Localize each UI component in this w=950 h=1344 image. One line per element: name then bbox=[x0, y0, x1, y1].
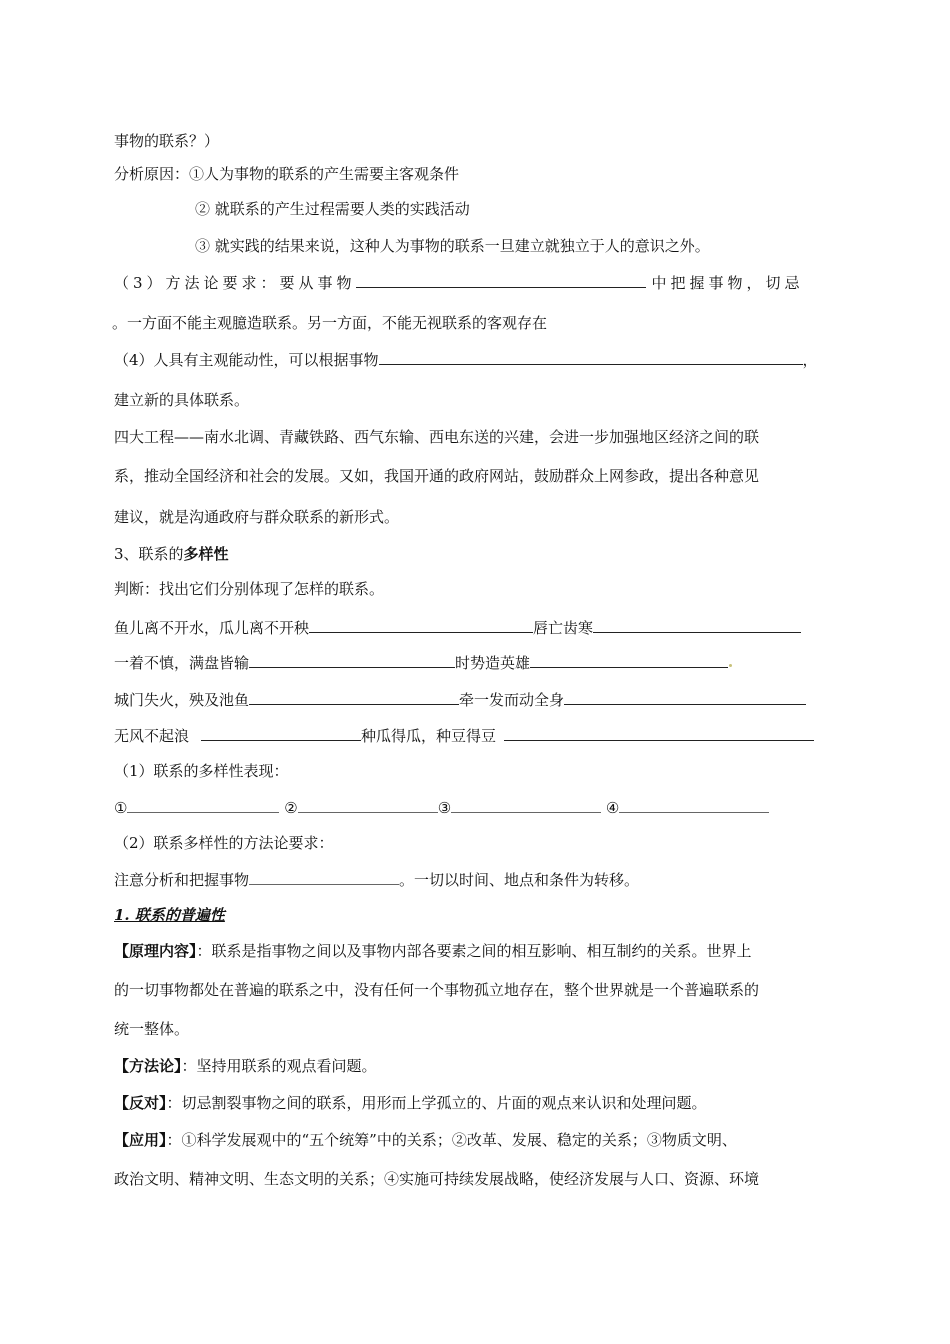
prompt-text: 注意分析和把握事物 bbox=[114, 871, 250, 889]
item-number: ② bbox=[284, 799, 298, 817]
prompt-text: （4）人具有主观能动性，可以根据事物 bbox=[114, 351, 379, 369]
text-line: 政治文明、精神文明、生态文明的关系；④实施可持续发展战略，使经济发展与人口、资源、环境 bbox=[114, 1170, 760, 1188]
prompt-text: 。一切以时间、地点和条件为转移。 bbox=[399, 871, 640, 889]
body-text: ：切忌割裂事物之间的联系，用形而上学孤立的、片面的观点来认识和处理问题。 bbox=[166, 1094, 707, 1112]
idiom: 时势造英雄 bbox=[455, 654, 531, 672]
answer-blank[interactable] bbox=[298, 796, 438, 813]
text-line: 建立新的具体联系。 bbox=[114, 391, 250, 409]
text-line: 四大工程——南水北调、青藏铁路、西气东输、西电东送的兴建，会进一步加强地区经济之间的联 bbox=[114, 428, 760, 446]
item-number: ① bbox=[114, 799, 128, 817]
idiom: 种瓜得瓜，种豆得豆 bbox=[361, 727, 497, 745]
text-line bbox=[114, 1093, 707, 1113]
answer-blank[interactable] bbox=[593, 616, 801, 633]
idiom: 牵一发而动全身 bbox=[459, 691, 565, 709]
text-line: ③ 就实践的结果来说，这种人为事物的联系一旦建立就独立于人的意识之外。 bbox=[195, 237, 710, 255]
text-line: 的一切事物都处在普遍的联系之中，没有任何一个事物孤立地存在，整个世界就是一个普遍联系的 bbox=[114, 981, 760, 999]
answer-blank[interactable] bbox=[249, 688, 459, 705]
text-line: 建议，就是沟通政府与群众联系的新形式。 bbox=[114, 508, 400, 526]
text-line bbox=[114, 616, 801, 638]
text-line: （2）联系多样性的方法论要求： bbox=[114, 834, 334, 852]
body-text: ：①科学发展观中的“五个统筹”中的关系；②改革、发展、稳定的关系；③物质文明、 bbox=[166, 1131, 737, 1149]
text-line: ② 就联系的产生过程需要人类的实践活动 bbox=[195, 200, 470, 218]
section-heading: 1. 联系的普遍性 bbox=[114, 906, 225, 924]
answer-blank[interactable] bbox=[249, 651, 455, 668]
text-line bbox=[114, 868, 639, 890]
text-line bbox=[114, 651, 733, 673]
answer-blank[interactable] bbox=[249, 868, 399, 885]
heading-keyword: 多样性 bbox=[183, 545, 229, 563]
label-methodology: 【方法论】 bbox=[114, 1057, 182, 1075]
answer-blank[interactable] bbox=[504, 724, 814, 741]
body-text: ：坚持用联系的观点看问题。 bbox=[181, 1057, 377, 1075]
text-line bbox=[114, 724, 814, 746]
answer-blank[interactable] bbox=[619, 796, 769, 813]
idiom: 唇亡齿寒 bbox=[533, 619, 594, 637]
text-line bbox=[114, 348, 818, 370]
answer-blank[interactable] bbox=[530, 651, 728, 668]
label-oppose: 【反对】 bbox=[114, 1094, 167, 1112]
heading-prefix: 3、联系的 bbox=[114, 545, 184, 563]
answer-blank[interactable] bbox=[356, 271, 646, 288]
section-heading bbox=[114, 544, 229, 564]
text-line bbox=[114, 688, 806, 710]
prompt-text: （3）方法论要求：要从事物 bbox=[114, 274, 356, 292]
prompt-text: ， bbox=[802, 351, 818, 369]
answer-blank[interactable] bbox=[451, 796, 601, 813]
answer-blank[interactable] bbox=[127, 796, 279, 813]
label-principle: 【原理内容】 bbox=[114, 942, 197, 960]
text-line bbox=[114, 941, 752, 961]
idiom: 城门失火，殃及池鱼 bbox=[114, 691, 250, 709]
text-line bbox=[114, 271, 804, 293]
text-line: 事物的联系？） bbox=[114, 132, 220, 150]
prompt-text: 中把握事物，切忌 bbox=[651, 274, 804, 292]
text-line bbox=[114, 796, 769, 818]
item-number: ④ bbox=[605, 799, 620, 817]
answer-blank[interactable] bbox=[379, 348, 803, 365]
text-line: 系，推动全国经济和社会的发展。又如，我国开通的政府网站，鼓励群众上网参政，提出各种意见 bbox=[114, 467, 760, 485]
text-line bbox=[114, 1056, 377, 1076]
idiom: 无风不起浪 bbox=[114, 727, 190, 745]
text-line: 统一整体。 bbox=[114, 1020, 190, 1038]
idiom: 鱼儿离不开水，瓜儿离不开秧 bbox=[114, 619, 310, 637]
text-line bbox=[114, 1130, 737, 1150]
text-line: 分析原因：①人为事物的联系的产生需要主客观条件 bbox=[114, 165, 460, 183]
label-application: 【应用】 bbox=[114, 1131, 167, 1149]
text-line: （1）联系的多样性表现： bbox=[114, 762, 289, 780]
text-line: 判断：找出它们分别体现了怎样的联系。 bbox=[114, 580, 385, 598]
text-line: 。一方面不能主观臆造联系。另一方面，不能无视联系的客观存在 bbox=[112, 314, 548, 332]
idiom: 一着不慎，满盘皆输 bbox=[114, 654, 250, 672]
body-text: ：联系是指事物之间以及事物内部各要素之间的相互影响、相互制约的关系。世界上 bbox=[196, 942, 752, 960]
answer-blank[interactable] bbox=[201, 724, 361, 741]
item-number: ③ bbox=[437, 799, 452, 817]
mark-dot bbox=[729, 664, 732, 667]
answer-blank[interactable] bbox=[564, 688, 806, 705]
answer-blank[interactable] bbox=[309, 616, 533, 633]
